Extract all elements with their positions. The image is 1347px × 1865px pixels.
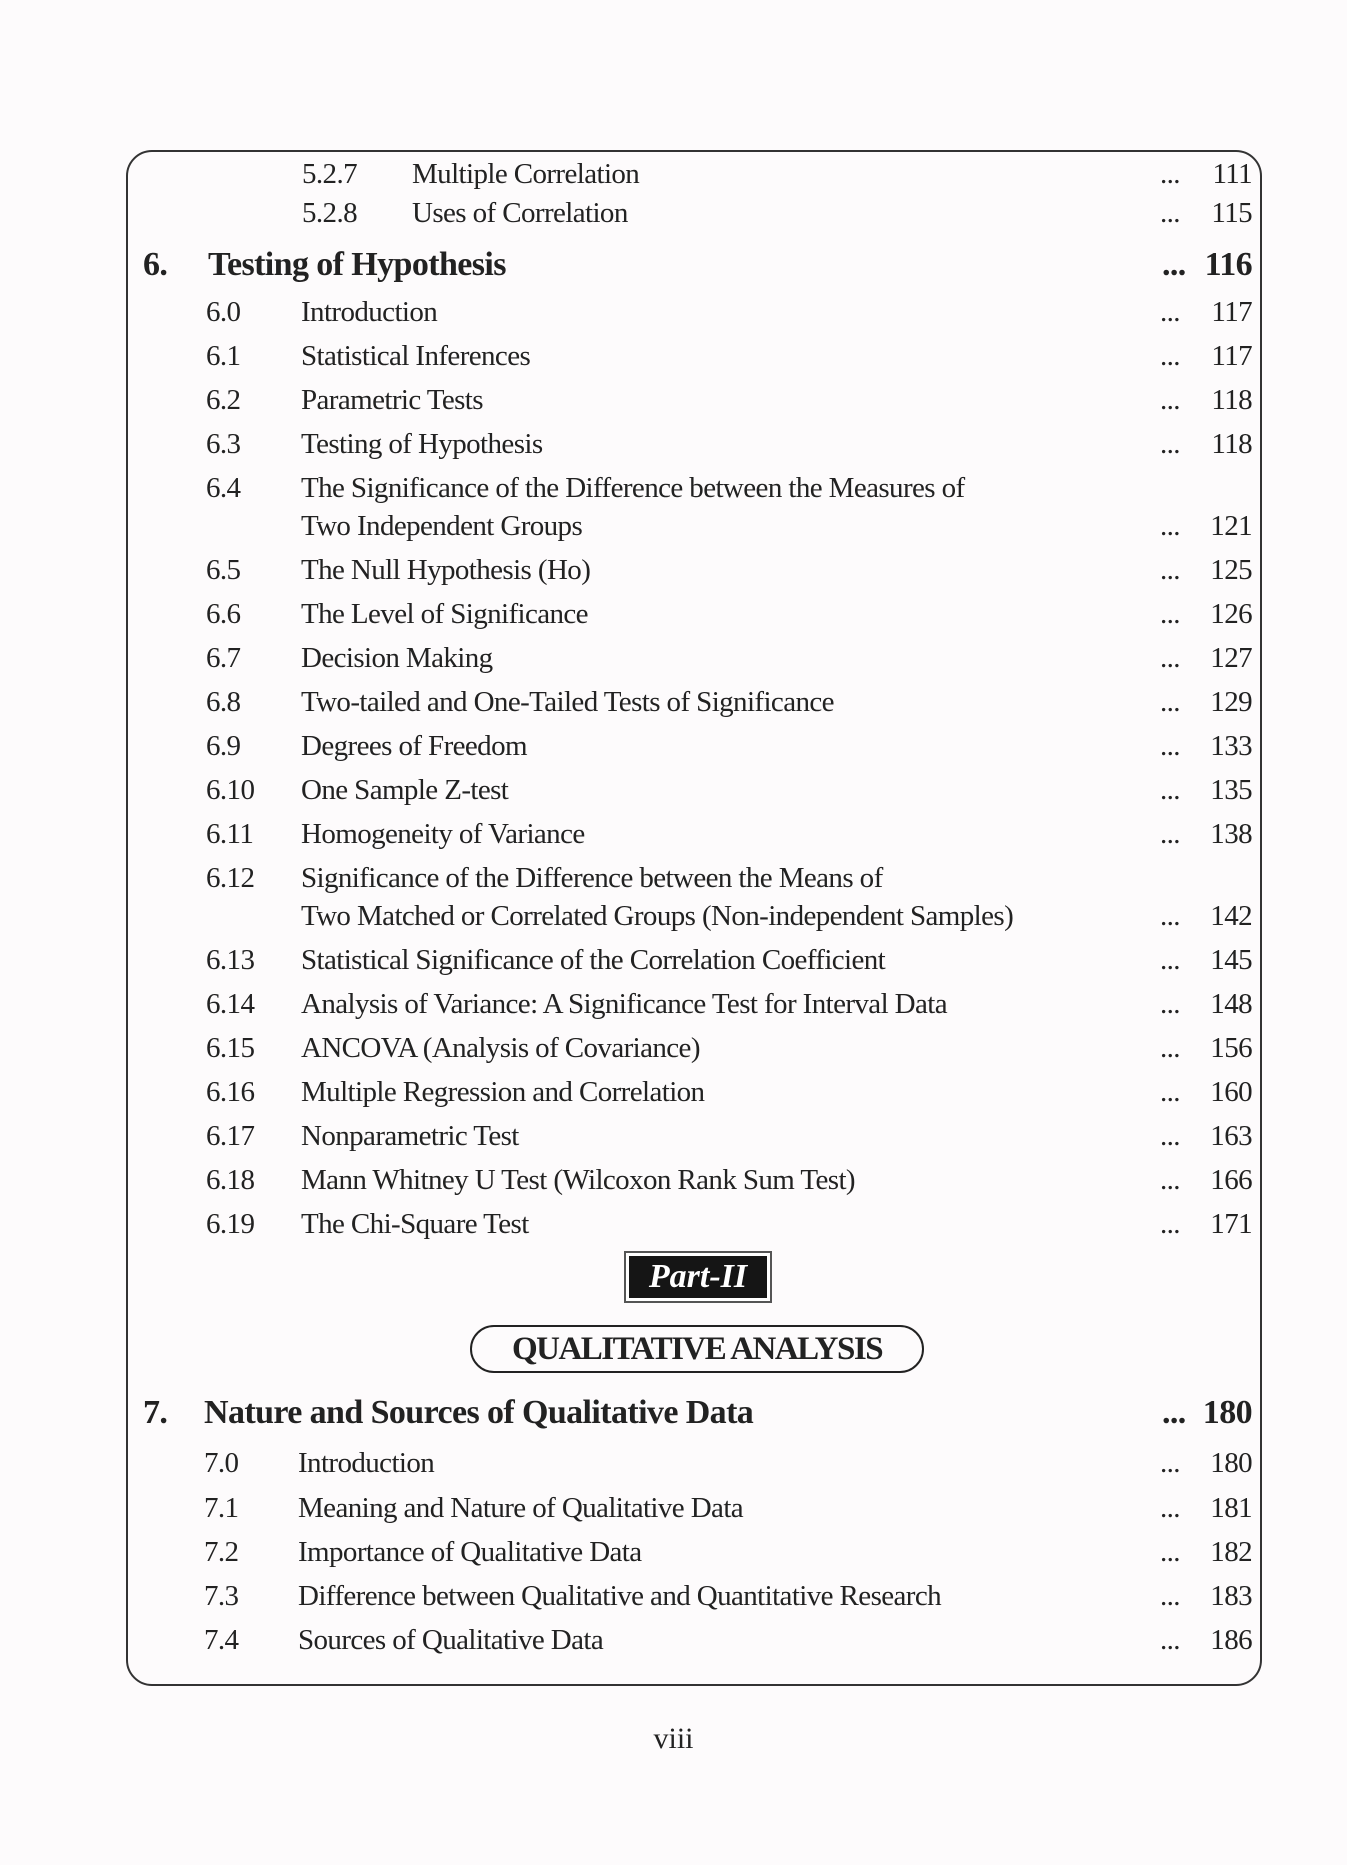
entry-title: The Significance of the Difference between the Measures of bbox=[301, 472, 965, 504]
entry-number: 6.4 bbox=[206, 472, 241, 504]
page-number: viii bbox=[653, 1722, 694, 1755]
entry-title: One Sample Z-test bbox=[301, 774, 509, 806]
leader-dots: ... bbox=[1160, 1492, 1180, 1524]
leader-dots: ... bbox=[1160, 197, 1180, 229]
entry-number: 7.2 bbox=[204, 1536, 239, 1568]
leader-dots: ... bbox=[1160, 554, 1180, 586]
entry-number: 6.7 bbox=[206, 642, 241, 674]
entry-title: Uses of Correlation bbox=[412, 197, 628, 229]
entry-title: Nature and Sources of Qualitative Data bbox=[204, 1394, 754, 1431]
entry-title: ANCOVA (Analysis of Covariance) bbox=[301, 1032, 700, 1064]
entry-title: Multiple Correlation bbox=[412, 158, 640, 190]
leader-dots: ... bbox=[1160, 1120, 1180, 1152]
entry-title: Statistical Inferences bbox=[301, 340, 531, 372]
part-label-box bbox=[624, 1251, 772, 1303]
entry-title: Difference between Qualitative and Quantitative Research bbox=[298, 1580, 942, 1612]
entry-number: 6.15 bbox=[206, 1032, 255, 1064]
leader-dots: ... bbox=[1160, 384, 1180, 416]
entry-page: 186 bbox=[1210, 1624, 1252, 1656]
entry-page: 117 bbox=[1211, 296, 1252, 328]
entry-title-continued: Two Matched or Correlated Groups (Non-independent Samples) bbox=[301, 900, 1014, 932]
entry-page: 121 bbox=[1210, 510, 1252, 542]
entry-page: 118 bbox=[1211, 428, 1252, 460]
entry-title: Nonparametric Test bbox=[301, 1120, 519, 1152]
entry-page: 138 bbox=[1210, 818, 1252, 850]
entry-page: 116 bbox=[1204, 246, 1252, 283]
entry-number: 7.3 bbox=[204, 1580, 239, 1612]
entry-page: 171 bbox=[1210, 1208, 1252, 1240]
leader-dots: ... bbox=[1160, 598, 1180, 630]
leader-dots: ... bbox=[1160, 1580, 1180, 1612]
entry-number: 5.2.8 bbox=[302, 197, 358, 229]
entry-page: 118 bbox=[1211, 384, 1252, 416]
entry-number: 6.16 bbox=[206, 1076, 255, 1108]
entry-title: Significance of the Difference between the Means of bbox=[301, 862, 883, 894]
entry-title: The Level of Significance bbox=[301, 598, 588, 630]
leader-dots: ... bbox=[1160, 818, 1180, 850]
entry-number: 7. bbox=[143, 1394, 168, 1431]
entry-title: The Null Hypothesis (Ho) bbox=[301, 554, 591, 586]
entry-number: 6.11 bbox=[206, 818, 254, 850]
leader-dots: ... bbox=[1160, 1447, 1180, 1479]
entry-title: Multiple Regression and Correlation bbox=[301, 1076, 705, 1108]
part-heading: QUALITATIVE ANALYSIS bbox=[470, 1325, 924, 1373]
entry-number: 6.6 bbox=[206, 598, 241, 630]
leader-dots: ... bbox=[1160, 730, 1180, 762]
entry-page: 145 bbox=[1210, 944, 1252, 976]
leader-dots: ... bbox=[1160, 1076, 1180, 1108]
part-label: Part-II bbox=[629, 1256, 767, 1298]
entry-title: The Chi-Square Test bbox=[301, 1208, 529, 1240]
entry-title: Importance of Qualitative Data bbox=[298, 1536, 642, 1568]
entry-page: 126 bbox=[1210, 598, 1252, 630]
entry-page: 148 bbox=[1210, 988, 1252, 1020]
entry-page: 166 bbox=[1210, 1164, 1252, 1196]
entry-page: 182 bbox=[1210, 1536, 1252, 1568]
entry-page: 180 bbox=[1210, 1447, 1252, 1479]
leader-dots: ... bbox=[1160, 686, 1180, 718]
entry-number: 6.5 bbox=[206, 554, 241, 586]
entry-number: 6.13 bbox=[206, 944, 255, 976]
entry-number: 5.2.7 bbox=[302, 158, 358, 190]
entry-page: 133 bbox=[1210, 730, 1252, 762]
entry-number: 6.3 bbox=[206, 428, 241, 460]
leader-dots: ... bbox=[1160, 642, 1180, 674]
entry-title: Analysis of Variance: A Significance Test for Interval Data bbox=[301, 988, 948, 1020]
entry-number: 6.9 bbox=[206, 730, 241, 762]
entry-page: 142 bbox=[1210, 900, 1252, 932]
entry-number: 6.8 bbox=[206, 686, 241, 718]
entry-number: 6.17 bbox=[206, 1120, 255, 1152]
entry-title: Degrees of Freedom bbox=[301, 730, 527, 762]
leader-dots: ... bbox=[1160, 988, 1180, 1020]
leader-dots: ... bbox=[1160, 1208, 1180, 1240]
entry-title: Two-tailed and One-Tailed Tests of Significance bbox=[301, 686, 834, 718]
entry-page: 163 bbox=[1210, 1120, 1252, 1152]
entry-number: 6.0 bbox=[206, 296, 241, 328]
entry-number: 6.18 bbox=[206, 1164, 255, 1196]
entry-page: 183 bbox=[1210, 1580, 1252, 1612]
entry-number: 6.2 bbox=[206, 384, 241, 416]
entry-page: 180 bbox=[1202, 1394, 1252, 1431]
entry-title: Mann Whitney U Test (Wilcoxon Rank Sum Test) bbox=[301, 1164, 855, 1196]
entry-page: 111 bbox=[1212, 158, 1252, 190]
entry-title: Introduction bbox=[298, 1447, 435, 1479]
entry-title: Homogeneity of Variance bbox=[301, 818, 585, 850]
entry-title: Testing of Hypothesis bbox=[208, 246, 506, 283]
entry-number: 6. bbox=[143, 246, 168, 283]
entry-page: 135 bbox=[1210, 774, 1252, 806]
leader-dots: ... bbox=[1160, 510, 1180, 542]
entry-page: 117 bbox=[1211, 340, 1252, 372]
entry-page: 125 bbox=[1210, 554, 1252, 586]
entry-title: Testing of Hypothesis bbox=[301, 428, 543, 460]
entry-number: 6.1 bbox=[206, 340, 241, 372]
entry-page: 127 bbox=[1210, 642, 1252, 674]
entry-title: Sources of Qualitative Data bbox=[298, 1624, 604, 1656]
leader-dots: ... bbox=[1160, 340, 1180, 372]
entry-number: 6.10 bbox=[206, 774, 255, 806]
entry-number: 7.0 bbox=[204, 1447, 239, 1479]
entry-page: 115 bbox=[1211, 197, 1252, 229]
leader-dots: ... bbox=[1160, 1032, 1180, 1064]
entry-page: 156 bbox=[1210, 1032, 1252, 1064]
leader-dots: ... bbox=[1162, 246, 1186, 283]
leader-dots: ... bbox=[1160, 900, 1180, 932]
entry-title: Introduction bbox=[301, 296, 438, 328]
entry-number: 7.1 bbox=[204, 1492, 239, 1524]
entry-page: 129 bbox=[1210, 686, 1252, 718]
entry-number: 7.4 bbox=[204, 1624, 239, 1656]
entry-title: Parametric Tests bbox=[301, 384, 483, 416]
entry-page: 181 bbox=[1210, 1492, 1252, 1524]
leader-dots: ... bbox=[1160, 944, 1180, 976]
leader-dots: ... bbox=[1160, 158, 1180, 190]
leader-dots: ... bbox=[1160, 1536, 1180, 1568]
leader-dots: ... bbox=[1160, 428, 1180, 460]
entry-page: 160 bbox=[1210, 1076, 1252, 1108]
leader-dots: ... bbox=[1160, 774, 1180, 806]
entry-title: Statistical Significance of the Correlation Coefficient bbox=[301, 944, 886, 976]
leader-dots: ... bbox=[1160, 296, 1180, 328]
entry-number: 6.14 bbox=[206, 988, 255, 1020]
entry-title-continued: Two Independent Groups bbox=[301, 510, 583, 542]
entry-title: Decision Making bbox=[301, 642, 493, 674]
leader-dots: ... bbox=[1160, 1164, 1180, 1196]
entry-title: Meaning and Nature of Qualitative Data bbox=[298, 1492, 744, 1524]
leader-dots: ... bbox=[1162, 1394, 1186, 1431]
leader-dots: ... bbox=[1160, 1624, 1180, 1656]
entry-number: 6.19 bbox=[206, 1208, 255, 1240]
entry-number: 6.12 bbox=[206, 862, 255, 894]
